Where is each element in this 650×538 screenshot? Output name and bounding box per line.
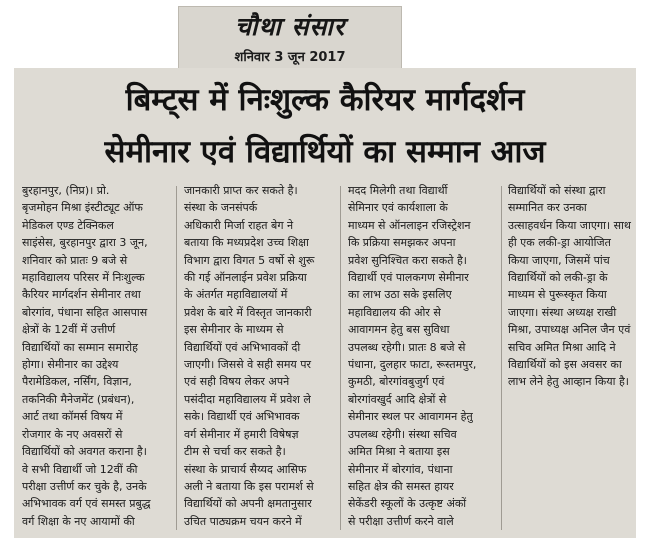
column-divider [340,186,341,530]
article-text-line: सेमीनार स्थल पर आवागमन हेतु [348,410,473,424]
article-text-line: पसंदीदा महाविद्यालय में प्रवेश ले [184,392,311,406]
article-text-line: होगा। सेमीनार का उद्देश्य [22,358,119,372]
article-text-line: की गई ऑनलाईन प्रवेश प्रक्रिया [184,271,307,285]
article-text-line: विद्यार्थियों का सम्मान समारोह [22,340,138,354]
article-column-1 [22,182,168,534]
article-text-line: कैरियर मार्गदर्शन सेमीनार तथा [22,288,141,302]
article-text-line: विद्यार्थियों को अवगत कराना है। [22,445,147,459]
article-text-line: साइंसेस, बुरहानपुर द्वारा 3 जून, [22,236,148,250]
article-text-line: कि प्रक्रिया समझकर अपना [348,236,456,250]
article-text-line: का लाभ उठा सके इसलिए [348,288,452,302]
article-column-3 [348,182,494,534]
article-text-line: बोरगांवखुर्द आदि क्षेत्रों से [348,392,447,406]
article-text-line: बोरगांव, पंधाना सहित आसपास [22,305,148,319]
article-text-line: तकनिकी मैनेजमेंट (प्रबंधन), [22,392,135,406]
article-text-line: से परीक्षा उत्तीर्ण करने वाले [348,514,454,528]
article-text-line: परीक्षा उत्तीर्ण कर चुके है, उनके [22,479,147,493]
article-text-line: मिश्रा, उपाध्यक्ष अनिल जैन एवं [508,323,631,337]
article-text-line: शनिवार को प्रातः 9 बजे से [22,253,128,267]
publication-date: शनिवार 3 जून 2017 [234,50,346,65]
article-text-line: आवागमन हेतु बस सुविधा [348,323,450,337]
article-text-line: माध्यम से ऑनलाइन रजिस्ट्रेशन [348,218,471,232]
article-column-2 [184,182,332,534]
article-text-line: कुमठी, बोरगांवबुजुर्ग एवं [348,375,445,389]
article-text-line: महाविद्यालय की ओर से [348,305,441,319]
article-text-line: बृजमोहन मिश्रा इंस्टीट्यूट ऑफ [22,201,143,215]
article-text-line: विद्यार्थियों को अपनी क्षमतानुसार [184,497,312,511]
article-text-line: प्रवेश सुनिश्चित करा सकते है। [348,253,467,267]
article-text-line: जाएगा। संस्था अध्यक्ष राखी [508,305,617,319]
article-text-line: महाविद्यालय परिसर में निःशुल्क [22,271,145,285]
article-text-line: ही एक लकी-ड्रा आयोजित [508,236,611,250]
article-text-line: बताया कि मध्यप्रदेश उच्च शिक्षा [184,236,309,250]
article-text-line: जाएगी। जिससे वे सही समय पर [184,358,312,372]
article-text-line: सचिव अमित मिश्रा आदि ने [508,340,616,354]
article-text-line: मदद मिलेगी तथा विद्यार्थी [348,184,448,197]
article-column-4 [508,182,634,534]
article-text-line: उत्साहवर्धन किया जाएगा। साथ [508,218,631,232]
column-divider [176,186,177,530]
article-text-line: लाभ लेने हेतु आव्हान किया है। [508,375,629,389]
article-text-line: विद्यार्थियों एवं अभिभावकों दी [184,340,301,354]
news-clipping [14,68,636,538]
article-text-line: विद्यार्थियों को संस्था द्वारा [508,184,606,197]
article-text-line: विभाग द्वारा विगत 5 वर्षो से शुरू [184,253,315,267]
article-text-line: सके। विद्यार्थी एवं अभिभावक [184,410,300,424]
article-text-line: सम्मानित कर उनका [508,201,587,215]
article-text-line: क्षेत्रों के 12वीं में उत्तीर्ण [22,323,116,337]
article-text-line: किया जाएगा, जिसमें पांच [508,253,610,267]
article-text-line: सेमिनार एवं कार्यशाला के [348,201,448,215]
article-text-line: के अंतर्गत महाविद्यालयों में [184,288,288,302]
article-text-line: वे सभी विद्यार्थी जो 12वीं की [22,462,138,476]
article-text-line: सेकेंडरी स्कूलों के उत्कृष्ट अंकों [348,497,467,511]
newspaper-masthead [178,6,402,72]
article-text-line: टीम से चर्चा कर सकते है। [184,445,286,459]
article-text-line: अली ने बताया कि इस परामर्श से [184,479,314,493]
article-text-line: जानकारी प्राप्त कर सकते है। [184,184,298,197]
article-text-line: माध्यम से पुरूस्कृत किया [508,288,607,302]
article-text-line: इस सेमीनार के माध्यम से [184,323,284,337]
article-text-line: बुरहानपुर, (निप्र)। प्रो. [22,184,110,197]
newspaper-name: चौथा संसार [234,12,345,41]
article-text-line: उचित पाठ्यक्रम चयन करने में [184,514,302,528]
article-text-line: अधिकारी मिर्जा राहत बेग ने [184,218,294,232]
article-text-line: वर्ग सेमीनार में हमारी विषेषज्ञ [184,427,299,441]
article-text-line: विद्यार्थियों को इस अवसर का [508,358,622,372]
article-body [22,182,630,534]
article-text-line: उपलब्ध रहेगी। संस्था सचिव [348,427,457,441]
article-text-line: विद्यार्थियों को लकी-ड्रा के [508,271,608,285]
column-divider [501,186,502,530]
article-text-line: उपलब्ध रहेगी। प्रातः 8 बजे से [348,340,466,354]
article-text-line: आर्ट तथा कॉमर्स विषय में [22,410,123,424]
article-text-line: एवं सही विषय लेकर अपने [184,375,290,389]
article-text-line: पंधाना, दुलहार फाटा, रूस्तमपुर, [348,358,477,372]
article-text-line: मेडिकल एण्ड टेक्निकल [22,218,114,232]
article-text-line: विद्यार्थी एवं पालकगण सेमीनार [348,271,469,285]
article-text-line: सहित क्षेत्र की समस्त हायर [348,479,454,493]
article-text-line: सेमीनार में बोरगांव, पंधाना [348,462,453,476]
article-text-line: प्रवेश के बारे में विस्तृत जानकारी [184,305,312,319]
headline-line-2: सेमीनार एवं विद्यार्थियों का सम्मान आज [104,134,546,170]
article-text-line: रोजगार के नए अवसरों से [22,427,123,441]
article-text-line: संस्था के प्राचार्य सैय्यद आसिफ [184,462,307,476]
article-text-line: पैरामेडिकल, नर्सिंग, विज्ञान, [22,375,132,389]
article-text-line: संस्था के जनसंपर्क [184,201,258,215]
article-text-line: अभिभावक वर्ग एवं समस्त प्रबुद्ध [22,497,151,511]
headline-line-1: बिम्ट्स में निःशुल्क कैरियर मार्गदर्शन [125,82,525,118]
article-text-line: वर्ग शिक्षा के नए आयामों की [22,514,135,528]
article-text-line: अमित मिश्रा ने बताया इस [348,445,450,459]
